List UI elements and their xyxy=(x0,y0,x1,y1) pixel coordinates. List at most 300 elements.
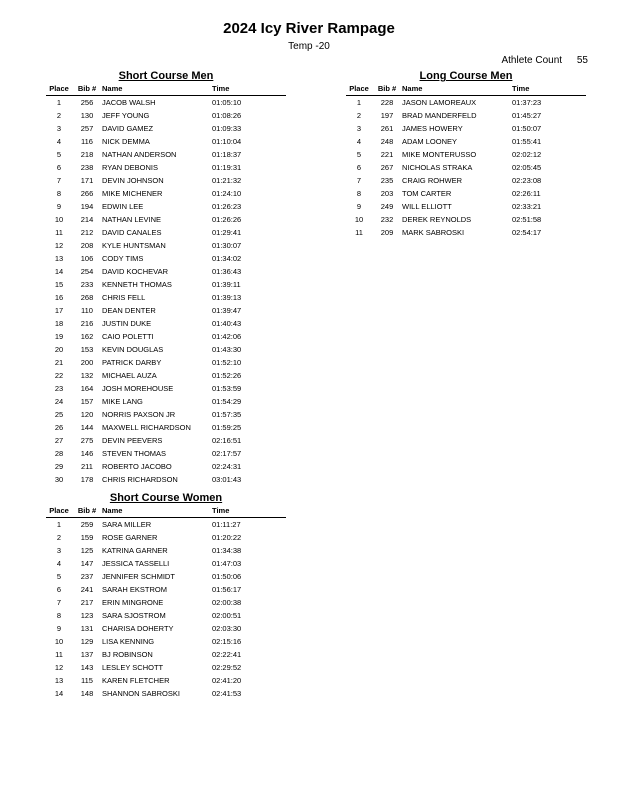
header-place: Place xyxy=(49,506,69,515)
cell-bib: 120 xyxy=(80,410,94,419)
cell-place: 17 xyxy=(54,306,64,315)
cell-time: 01:57:35 xyxy=(212,410,242,419)
cell-bib: 261 xyxy=(380,124,394,133)
cell-place: 3 xyxy=(56,124,62,133)
cell-place: 22 xyxy=(54,371,64,380)
cell-place: 25 xyxy=(54,410,64,419)
table-row xyxy=(46,518,286,531)
cell-place: 8 xyxy=(56,189,62,198)
section-long-course-men xyxy=(346,70,586,239)
cell-bib: 216 xyxy=(80,319,94,328)
table-row xyxy=(46,674,286,687)
cell-time: 01:19:31 xyxy=(212,163,242,172)
section-title: Short Course Men xyxy=(118,70,214,82)
header-place: Place xyxy=(349,84,369,93)
cell-place: 10 xyxy=(54,637,64,646)
cell-name: SARAH EKSTROM xyxy=(102,585,168,594)
cell-time: 01:05:10 xyxy=(212,98,242,107)
cell-place: 2 xyxy=(56,111,62,120)
cell-bib: 209 xyxy=(380,228,394,237)
table-row xyxy=(46,135,286,148)
header-time: Time xyxy=(212,506,230,515)
cell-name: KATRINA GARNER xyxy=(102,546,168,555)
cell-name: KAREN FLETCHER xyxy=(102,676,170,685)
cell-name: DEREK REYNOLDS xyxy=(402,215,472,224)
cell-place: 13 xyxy=(54,676,64,685)
cell-time: 01:08:26 xyxy=(212,111,242,120)
cell-time: 01:39:13 xyxy=(212,293,242,302)
cell-place: 20 xyxy=(54,345,64,354)
table-row xyxy=(46,635,286,648)
page-title: 2024 Icy River Rampage xyxy=(223,20,395,37)
cell-time: 01:47:03 xyxy=(212,559,242,568)
cell-name: TOM CARTER xyxy=(402,189,452,198)
cell-place: 6 xyxy=(56,585,62,594)
cell-bib: 200 xyxy=(80,358,94,367)
table-row xyxy=(46,239,286,252)
cell-bib: 171 xyxy=(80,176,94,185)
cell-name: JEFF YOUNG xyxy=(102,111,150,120)
cell-time: 01:24:10 xyxy=(212,189,242,198)
cell-bib: 249 xyxy=(380,202,394,211)
cell-bib: 208 xyxy=(80,241,94,250)
cell-name: ERIN MINGRONE xyxy=(102,598,164,607)
cell-time: 02:24:31 xyxy=(212,462,242,471)
cell-place: 12 xyxy=(54,663,64,672)
cell-name: BJ ROBINSON xyxy=(102,650,153,659)
cell-time: 02:02:12 xyxy=(512,150,542,159)
cell-bib: 238 xyxy=(80,163,94,172)
table-row xyxy=(46,531,286,544)
cell-name: BRAD MANDERFELD xyxy=(402,111,477,120)
header-bib: Bib # xyxy=(377,84,397,93)
cell-place: 6 xyxy=(56,163,62,172)
cell-place: 12 xyxy=(54,241,64,250)
cell-bib: 129 xyxy=(80,637,94,646)
cell-bib: 164 xyxy=(80,384,94,393)
cell-name: MIKE LANG xyxy=(102,397,143,406)
cell-bib: 132 xyxy=(80,371,94,380)
cell-place: 13 xyxy=(54,254,64,263)
section-title: Short Course Women xyxy=(109,492,223,504)
cell-name: JUSTIN DUKE xyxy=(102,319,152,328)
cell-place: 29 xyxy=(54,462,64,471)
cell-name: CHRIS RICHARDSON xyxy=(102,475,178,484)
table-row xyxy=(346,148,586,161)
cell-name: JESSICA TASSELLI xyxy=(102,559,170,568)
cell-place: 8 xyxy=(356,189,362,198)
cell-name: NORRIS PAXSON JR xyxy=(102,410,176,419)
table-header xyxy=(46,505,286,518)
cell-bib: 106 xyxy=(80,254,94,263)
cell-bib: 237 xyxy=(80,572,94,581)
cell-bib: 125 xyxy=(80,546,94,555)
table-row xyxy=(46,96,286,109)
cell-place: 16 xyxy=(54,293,64,302)
cell-time: 03:01:43 xyxy=(212,475,242,484)
cell-time: 02:41:53 xyxy=(212,689,242,698)
cell-bib: 275 xyxy=(80,436,94,445)
cell-name: DEVIN JOHNSON xyxy=(102,176,164,185)
cell-bib: 143 xyxy=(80,663,94,672)
cell-place: 18 xyxy=(54,319,64,328)
cell-bib: 178 xyxy=(80,475,94,484)
table-row xyxy=(46,544,286,557)
cell-name: DEVIN PEEVERS xyxy=(102,436,163,445)
cell-name: LESLEY SCHOTT xyxy=(102,663,164,672)
cell-place: 7 xyxy=(56,598,62,607)
table-row xyxy=(46,408,286,421)
cell-time: 01:26:23 xyxy=(212,202,242,211)
cell-name: JACOB WALSH xyxy=(102,98,156,107)
cell-place: 5 xyxy=(56,150,62,159)
table-row xyxy=(46,687,286,700)
cell-bib: 218 xyxy=(80,150,94,159)
cell-bib: 157 xyxy=(80,397,94,406)
cell-bib: 137 xyxy=(80,650,94,659)
table-row xyxy=(46,648,286,661)
cell-name: MICHAEL AUZA xyxy=(102,371,157,380)
section-short-course-women xyxy=(46,492,286,700)
cell-bib: 144 xyxy=(80,423,94,432)
cell-name: JAMES HOWERY xyxy=(402,124,463,133)
cell-bib: 162 xyxy=(80,332,94,341)
cell-time: 01:55:41 xyxy=(512,137,542,146)
table-row xyxy=(46,557,286,570)
table-row xyxy=(46,304,286,317)
header-time: Time xyxy=(212,84,230,93)
table-row xyxy=(46,661,286,674)
cell-time: 01:26:26 xyxy=(212,215,242,224)
cell-bib: 211 xyxy=(81,462,93,471)
section-short-course-men xyxy=(46,70,286,486)
cell-bib: 146 xyxy=(80,449,94,458)
cell-time: 01:56:17 xyxy=(212,585,242,594)
table-row xyxy=(46,174,286,187)
cell-bib: 212 xyxy=(80,228,94,237)
table-row xyxy=(46,317,286,330)
table-row xyxy=(46,252,286,265)
cell-bib: 248 xyxy=(380,137,394,146)
cell-name: CAIO POLETTI xyxy=(102,332,154,341)
cell-place: 3 xyxy=(356,124,362,133)
cell-time: 01:30:07 xyxy=(212,241,242,250)
header-place: Place xyxy=(49,84,69,93)
cell-time: 02:00:38 xyxy=(212,598,242,607)
cell-place: 21 xyxy=(54,358,64,367)
cell-name: RYAN DEBONIS xyxy=(102,163,158,172)
cell-name: ROBERTO JACOBO xyxy=(102,462,172,471)
cell-bib: 257 xyxy=(80,124,94,133)
cell-bib: 110 xyxy=(81,306,93,315)
table-row xyxy=(46,460,286,473)
cell-place: 15 xyxy=(54,280,64,289)
cell-time: 02:51:58 xyxy=(512,215,542,224)
cell-bib: 197 xyxy=(380,111,394,120)
table-row xyxy=(46,583,286,596)
cell-name: MIKE MONTERUSSO xyxy=(402,150,477,159)
cell-name: KENNETH THOMAS xyxy=(102,280,172,289)
table-row xyxy=(46,161,286,174)
cell-name: WILL ELLIOTT xyxy=(402,202,452,211)
cell-bib: 228 xyxy=(380,98,394,107)
cell-bib: 115 xyxy=(81,676,93,685)
cell-place: 5 xyxy=(56,572,62,581)
cell-place: 1 xyxy=(56,98,62,107)
cell-time: 01:21:32 xyxy=(212,176,242,185)
cell-bib: 221 xyxy=(380,150,394,159)
cell-place: 7 xyxy=(356,176,362,185)
cell-name: DAVID GAMEZ xyxy=(102,124,154,133)
cell-time: 01:43:30 xyxy=(212,345,242,354)
table-row xyxy=(46,200,286,213)
table-row xyxy=(46,421,286,434)
cell-bib: 130 xyxy=(80,111,94,120)
cell-place: 11 xyxy=(355,228,363,237)
cell-name: KYLE HUNTSMAN xyxy=(102,241,166,250)
cell-time: 01:34:38 xyxy=(212,546,242,555)
cell-bib: 203 xyxy=(380,189,394,198)
header-bib: Bib # xyxy=(77,506,97,515)
cell-place: 3 xyxy=(56,546,62,555)
athlete-count xyxy=(501,55,588,66)
cell-time: 01:20:22 xyxy=(212,533,242,542)
cell-bib: 217 xyxy=(80,598,94,607)
results-rows xyxy=(46,518,286,700)
cell-bib: 267 xyxy=(380,163,394,172)
cell-place: 11 xyxy=(55,650,63,659)
cell-place: 8 xyxy=(56,611,62,620)
cell-name: NICHOLAS STRAKA xyxy=(402,163,473,172)
cell-name: PATRICK DARBY xyxy=(102,358,162,367)
cell-place: 26 xyxy=(54,423,64,432)
cell-name: SHANNON SABROSKI xyxy=(102,689,180,698)
cell-bib: 233 xyxy=(80,280,94,289)
cell-place: 4 xyxy=(356,137,362,146)
cell-place: 19 xyxy=(54,332,64,341)
table-row xyxy=(46,265,286,278)
cell-name: DAVID CANALES xyxy=(102,228,162,237)
cell-time: 01:45:27 xyxy=(512,111,542,120)
cell-name: DAVID KOCHEVAR xyxy=(102,267,168,276)
cell-time: 02:23:08 xyxy=(512,176,542,185)
cell-name: CHARISA DOHERTY xyxy=(102,624,174,633)
cell-bib: 235 xyxy=(380,176,394,185)
table-row xyxy=(46,570,286,583)
cell-time: 01:10:04 xyxy=(212,137,242,146)
cell-name: CODY TIMS xyxy=(102,254,144,263)
cell-time: 02:29:52 xyxy=(212,663,242,672)
cell-bib: 268 xyxy=(80,293,94,302)
cell-time: 02:16:51 xyxy=(212,436,242,445)
table-row xyxy=(46,109,286,122)
cell-name: MARK SABROSKI xyxy=(402,228,465,237)
cell-bib: 123 xyxy=(80,611,94,620)
cell-bib: 259 xyxy=(80,520,94,529)
cell-time: 02:15:16 xyxy=(212,637,242,646)
cell-place: 7 xyxy=(56,176,62,185)
table-row xyxy=(46,148,286,161)
table-row xyxy=(46,473,286,486)
cell-name: STEVEN THOMAS xyxy=(102,449,167,458)
cell-name: LISA KENNING xyxy=(102,637,155,646)
cell-name: DEAN DENTER xyxy=(102,306,156,315)
cell-time: 01:50:06 xyxy=(212,572,242,581)
cell-bib: 148 xyxy=(80,689,94,698)
table-row xyxy=(346,96,586,109)
cell-time: 01:18:37 xyxy=(212,150,242,159)
athlete-count-label: Athlete Count xyxy=(501,55,563,66)
cell-time: 02:26:11 xyxy=(512,189,541,198)
cell-name: MIKE MICHENER xyxy=(102,189,163,198)
header-name: Name xyxy=(102,84,123,93)
cell-place: 6 xyxy=(356,163,362,172)
table-row xyxy=(46,330,286,343)
cell-bib: 131 xyxy=(80,624,94,633)
header-bib: Bib # xyxy=(77,84,97,93)
cell-time: 01:37:23 xyxy=(512,98,542,107)
cell-place: 5 xyxy=(356,150,362,159)
cell-bib: 232 xyxy=(380,215,394,224)
cell-place: 28 xyxy=(54,449,64,458)
cell-name: NATHAN ANDERSON xyxy=(102,150,177,159)
cell-time: 01:53:59 xyxy=(212,384,242,393)
cell-name: ROSE GARNER xyxy=(102,533,158,542)
results-rows xyxy=(46,96,286,486)
table-row xyxy=(346,135,586,148)
cell-time: 01:36:43 xyxy=(212,267,242,276)
cell-name: KEVIN DOUGLAS xyxy=(102,345,164,354)
table-row xyxy=(46,213,286,226)
cell-name: CRAIG ROHWER xyxy=(402,176,462,185)
table-row xyxy=(46,395,286,408)
header-time: Time xyxy=(512,84,530,93)
cell-place: 1 xyxy=(356,98,362,107)
header-name: Name xyxy=(102,506,123,515)
cell-place: 23 xyxy=(54,384,64,393)
table-row xyxy=(346,226,586,239)
cell-place: 4 xyxy=(56,559,62,568)
cell-time: 01:09:33 xyxy=(212,124,242,133)
cell-time: 01:39:47 xyxy=(212,306,242,315)
cell-name: EDWIN LEE xyxy=(102,202,144,211)
cell-name: NICK DEMMA xyxy=(102,137,150,146)
table-row xyxy=(46,596,286,609)
cell-time: 02:41:20 xyxy=(212,676,242,685)
cell-name: JOSH MOREHOUSE xyxy=(102,384,174,393)
table-row xyxy=(346,161,586,174)
table-row xyxy=(46,609,286,622)
table-row xyxy=(46,122,286,135)
cell-time: 01:40:43 xyxy=(212,319,242,328)
cell-place: 2 xyxy=(56,533,62,542)
cell-time: 01:54:29 xyxy=(212,397,242,406)
cell-place: 30 xyxy=(54,475,64,484)
cell-time: 02:17:57 xyxy=(212,449,242,458)
cell-bib: 254 xyxy=(80,267,94,276)
table-header xyxy=(346,83,586,96)
cell-name: JENNIFER SCHMIDT xyxy=(102,572,175,581)
cell-name: JASON LAMOREAUX xyxy=(402,98,477,107)
cell-place: 14 xyxy=(54,267,64,276)
cell-place: 1 xyxy=(56,520,62,529)
cell-bib: 159 xyxy=(80,533,94,542)
cell-place: 2 xyxy=(356,111,362,120)
table-row xyxy=(46,356,286,369)
cell-name: ADAM LOONEY xyxy=(402,137,458,146)
cell-time: 01:34:02 xyxy=(212,254,242,263)
cell-name: NATHAN LEVINE xyxy=(102,215,162,224)
table-row xyxy=(46,622,286,635)
table-row xyxy=(46,343,286,356)
cell-place: 27 xyxy=(54,436,64,445)
cell-time: 01:39:11 xyxy=(212,280,241,289)
table-row xyxy=(46,278,286,291)
cell-place: 9 xyxy=(56,202,62,211)
cell-time: 01:11:27 xyxy=(212,520,241,529)
table-row xyxy=(346,213,586,226)
table-row xyxy=(46,187,286,200)
cell-name: SARA MILLER xyxy=(102,520,152,529)
results-rows xyxy=(346,96,586,239)
cell-bib: 266 xyxy=(80,189,94,198)
cell-place: 10 xyxy=(354,215,364,224)
cell-name: MAXWELL RICHARDSON xyxy=(102,423,191,432)
section-title: Long Course Men xyxy=(419,70,513,82)
table-row xyxy=(46,434,286,447)
cell-time: 02:54:17 xyxy=(512,228,542,237)
cell-bib: 153 xyxy=(80,345,94,354)
table-row xyxy=(46,382,286,395)
cell-bib: 116 xyxy=(81,137,93,146)
table-header xyxy=(46,83,286,96)
cell-time: 02:05:45 xyxy=(512,163,542,172)
cell-bib: 241 xyxy=(80,585,94,594)
cell-time: 01:59:25 xyxy=(212,423,242,432)
cell-place: 14 xyxy=(54,689,64,698)
cell-time: 01:52:10 xyxy=(212,358,242,367)
cell-place: 11 xyxy=(55,228,63,237)
cell-place: 10 xyxy=(54,215,64,224)
cell-time: 01:52:26 xyxy=(212,371,242,380)
cell-time: 02:22:41 xyxy=(212,650,242,659)
cell-place: 24 xyxy=(54,397,64,406)
table-row xyxy=(346,174,586,187)
temperature-subtitle: Temp -20 xyxy=(288,41,330,52)
cell-place: 9 xyxy=(56,624,62,633)
cell-bib: 214 xyxy=(80,215,94,224)
cell-time: 01:42:06 xyxy=(212,332,242,341)
cell-time: 02:03:30 xyxy=(212,624,242,633)
cell-bib: 194 xyxy=(80,202,94,211)
cell-place: 9 xyxy=(356,202,362,211)
athlete-count-value: 55 xyxy=(576,55,588,66)
table-row xyxy=(46,369,286,382)
table-row xyxy=(346,200,586,213)
cell-time: 02:33:21 xyxy=(512,202,542,211)
table-row xyxy=(46,226,286,239)
cell-bib: 256 xyxy=(80,98,94,107)
cell-name: SARA SJOSTROM xyxy=(102,611,166,620)
cell-time: 01:29:41 xyxy=(212,228,242,237)
table-row xyxy=(346,187,586,200)
cell-time: 01:50:07 xyxy=(512,124,542,133)
table-row xyxy=(346,122,586,135)
cell-bib: 147 xyxy=(80,559,94,568)
cell-place: 4 xyxy=(56,137,62,146)
header-name: Name xyxy=(402,84,423,93)
table-row xyxy=(46,291,286,304)
